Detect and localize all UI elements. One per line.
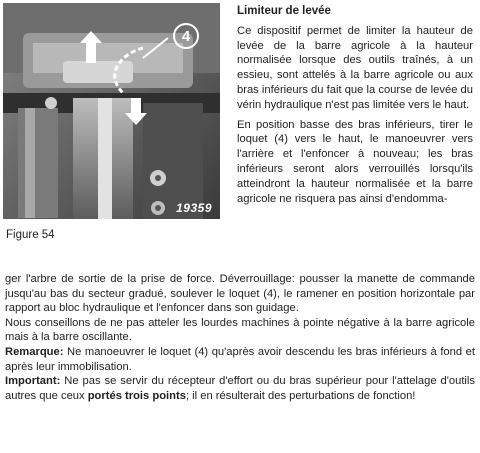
callout-marker: 4	[173, 23, 199, 49]
important-text-b: ; il en résulterait des perturbations de fonction!	[185, 389, 416, 402]
paragraph-important	[5, 374, 475, 403]
figure-caption: Figure 54	[6, 229, 55, 241]
paragraph-remark	[5, 345, 475, 374]
figure-photo	[3, 3, 220, 219]
paragraph-intro: Ce dispositif permet de limiter la hauteur de levée de la barre agricole à la hauteur normalisée lorsque des outils traînés, à un essieu, sont attelés à la barre agricole ou aux bras inférieurs du fait que la course de levée du vérin hydraulique n'est pas limitée vers le haut.	[237, 24, 473, 111]
important-text-a: Ne pas se servir du récepteur d'effort ou du bras supérieur pour l'attelage d'outils autres que ceux	[5, 375, 475, 402]
remark-text: Ne manoeuvrer le loquet (4) qu'après avoir descendu les bras inférieurs à fond et après leur immobilisation.	[5, 345, 475, 373]
section-title: Limiteur de levée	[237, 5, 331, 17]
paragraph-advice: Nous conseillons de ne pas atteler les lourdes machines à pointe négative à la barre agricole mais à la barre oscillante.	[5, 316, 475, 344]
paragraph-position: En position basse des bras inférieurs, tirer le loquet (4) vers le haut, le manoeuvrer vers l'arrière et l'enfoncer à nouveau; les bras inférieurs seront alors verrouillés lorsqu'ils atteindront la hauteur normalisée et la barre agricole ne risquera pas ainsi d'endomma-	[237, 118, 473, 205]
important-bold: portés trois points	[87, 389, 186, 402]
photo-number: 19359	[176, 201, 212, 215]
paragraph-unlock: ger l'arbre de sortie de la prise de force. Déverrouillage: pousser la manette de commande jusqu'au bas du secteur gradué, soulever le loquet (4), le ramener en position horizontale par rapport au bloc hydraulique et l'enfoncer dans son guidage.	[5, 273, 475, 315]
right-column	[237, 4, 473, 206]
important-label: Important:	[5, 375, 61, 388]
remark-label: Remarque:	[5, 345, 64, 358]
full-width-text	[5, 272, 475, 403]
